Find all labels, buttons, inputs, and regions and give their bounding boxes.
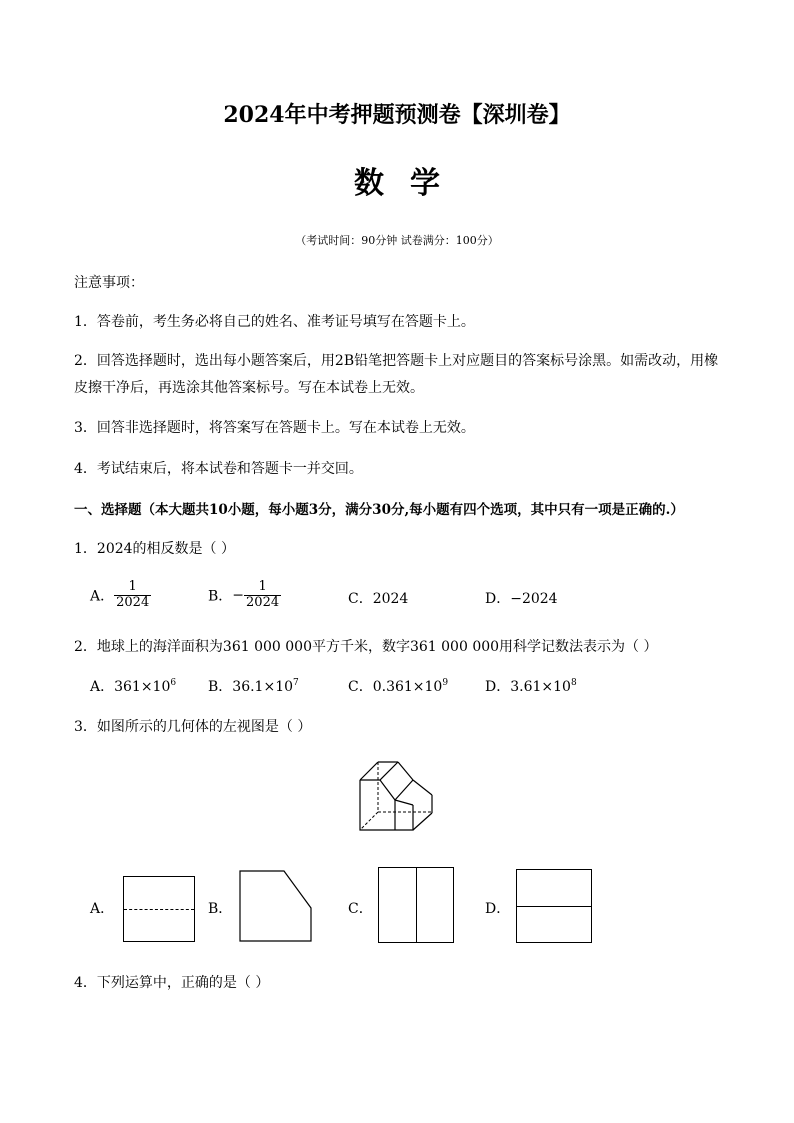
q3-option-c-label: C． — [348, 901, 373, 917]
q1-option-a-denominator: 2024 — [116, 594, 150, 610]
q3-option-a-label: A． — [90, 901, 115, 917]
q1-option-a-fraction — [114, 580, 151, 611]
q4-stem: 4．下列运算中，正确的是（ ） — [74, 975, 270, 991]
q2-option-b-exponent: 7 — [293, 678, 299, 688]
q2-option-c-exponent: 9 — [442, 678, 449, 688]
notice-heading: 注意事项： — [74, 275, 144, 291]
exam-title: 2024年中考押题预测卷【深圳卷】 — [223, 102, 571, 128]
q2-option-c — [348, 676, 448, 696]
q3-option-c-figure — [378, 867, 454, 943]
exam-info: （考试时间：90分钟 试卷满分：100分） — [295, 234, 499, 247]
q2-option-a-exponent: 6 — [170, 678, 177, 688]
q1-option-a-label: A． — [90, 588, 115, 605]
q3-option-d-label: D． — [485, 901, 511, 917]
subject-title: 数学 — [354, 166, 466, 201]
notice-item-4: 4．考试结束后，将本试卷和答题卡一并交回。 — [74, 461, 363, 477]
notice-item-2-cont: 皮擦干净后，再选涂其他答案标号。写在本试卷上无效。 — [74, 380, 424, 396]
q1-option-b-numerator: 1 — [258, 579, 267, 594]
q3-option-b-label: B． — [208, 901, 233, 917]
q3-option-a-figure — [123, 876, 195, 942]
q1-option-b-sign: − — [232, 587, 245, 604]
q3-option-d-divider — [517, 906, 591, 907]
q2-stem: 2．地球上的海洋面积为361 000 000平方千米，数字361 000 000用科学记数法表示为（ ） — [74, 639, 658, 655]
q2-option-a-base: A．361×10 — [90, 679, 171, 695]
q3-solid-figure — [350, 755, 440, 835]
q1-option-a — [90, 580, 151, 611]
q1-option-d: D．−2024 — [485, 591, 558, 607]
q1-stem: 1．2024的相反数是（ ） — [74, 541, 235, 557]
notice-item-2: 2．回答选择题时，选出每小题答案后，用2B铅笔把答题卡上对应题目的答案标号涂黑。如需改动，用橡 — [74, 353, 719, 369]
q2-option-b — [208, 676, 299, 696]
section-heading: 一、选择题（本大题共10小题，每小题3分，满分30分,每小题有四个选项，其中只有一项是正确的.） — [74, 502, 684, 518]
q2-option-d — [485, 676, 577, 696]
notice-item-1: 1．答卷前，考生务必将自己的姓名、准考证号填写在答题卡上。 — [74, 314, 475, 330]
q3-option-a-hidden-line — [124, 909, 194, 910]
q3-option-b-figure — [239, 870, 313, 942]
q3-option-d-figure — [516, 869, 592, 943]
q2-option-d-exponent: 8 — [570, 678, 577, 688]
q3-stem: 3．如图所示的几何体的左视图是（ ） — [74, 719, 312, 735]
q2-option-a — [90, 676, 176, 696]
q1-option-b-label: B． — [208, 588, 233, 605]
q1-option-b-denominator: 2024 — [246, 594, 280, 610]
q2-option-b-base: B．36.1×10 — [208, 679, 294, 695]
q1-option-b-fraction — [244, 580, 281, 611]
q2-option-d-base: D．3.61×10 — [485, 679, 571, 695]
notice-item-3: 3．回答非选择题时，将答案写在答题卡上。写在本试卷上无效。 — [74, 420, 475, 436]
q1-option-b — [208, 580, 281, 611]
q1-option-a-numerator: 1 — [128, 579, 137, 594]
q3-option-c-divider — [416, 868, 417, 942]
q2-option-c-base: C．0.361×10 — [348, 679, 443, 695]
q1-option-c: C．2024 — [348, 591, 409, 607]
